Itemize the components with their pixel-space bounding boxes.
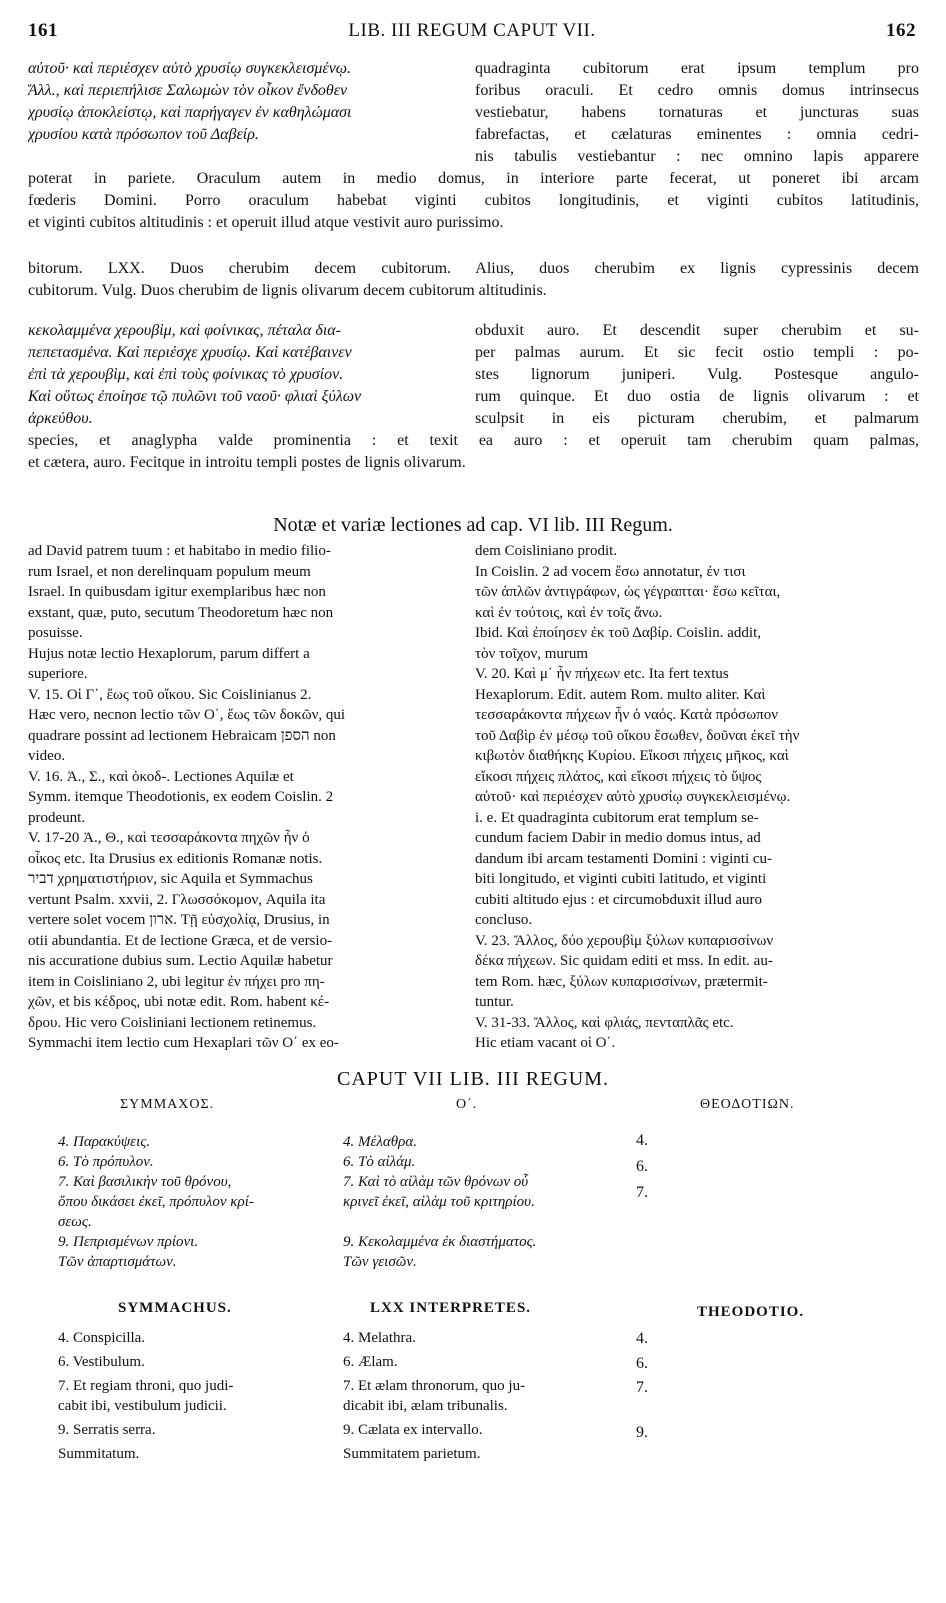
synopsis-line: Τῶν ἀπαρτισμάτων. <box>58 1254 177 1270</box>
verse-23-text <box>28 258 919 302</box>
note-line: δέκα πήχεων. Sic quidam editi et mss. In edit. au- <box>475 953 773 969</box>
note-line: εἴκοσι πήχεις πλάτος, καὶ εἴκοσι πήχεις τὸ ὕψος <box>475 768 762 785</box>
synopsis-line: 7. Et ælam thronorum, quo ju- <box>343 1378 526 1394</box>
note-line: tem Rom. hæc, ξύλων κυπαρισσίνων, prætermit- <box>475 973 768 990</box>
synopsis-line: Summitatem parietum. <box>343 1446 481 1462</box>
note-line: concluso. <box>475 912 533 928</box>
header-symmachus-latin: SYMMACHUS. <box>118 1300 232 1316</box>
note-line: καὶ ἐν τούτοις, καὶ ἐν τοῖς ἄνω. <box>475 604 663 621</box>
notes-left-column <box>28 541 462 1054</box>
synopsis-line: 7. Καὶ τὸ αἰλὰμ τῶν θρόνων οὗ <box>343 1174 529 1190</box>
note-line: οἶκος etc. Ita Drusius ex editionis Romanæ notis. <box>28 850 323 867</box>
note-line: Hæc vero, necnon lectio τῶν Ο΄, ἕως τῶν δοκῶν, qui <box>28 707 346 723</box>
note-line: V. 23. Ἄλλος, δύο χερουβὶμ ξύλων κυπαρισσίνων <box>475 932 774 949</box>
note-line: τῶν ἁπλῶν ἀντιγράφων, ὡς γέγραπται· ἔσω κεῖται, <box>475 584 781 600</box>
top-latin-column <box>475 58 919 168</box>
synopsis-line: 6. Vestibulum. <box>58 1354 145 1370</box>
header-theodotion-greek: ΘΕΟΔΟΤΙΩΝ. <box>700 1097 795 1112</box>
theodotio-number: 9. <box>636 1424 648 1441</box>
page-number-left: 161 <box>28 20 58 41</box>
note-line: χῶν, et bis κέδρος, ubi notæ edit. Rom. habent κέ- <box>28 994 330 1010</box>
notes-title: Notæ et variæ lectiones ad cap. VI lib. III Regum. <box>273 514 673 536</box>
text-line: nis tabulis vestiebantur : nec omnino lapis apparere <box>475 148 919 165</box>
note-line: In Coislin. 2 ad vocem ἔσω annotatur, ἐν τισι <box>475 563 746 580</box>
note-line: Hic etiam vacant οἱ Ο΄. <box>475 1035 616 1051</box>
middle-greek-column <box>28 320 468 430</box>
synopsis-line: 4. Conspicilla. <box>58 1330 146 1346</box>
note-line: V. 20. Καὶ μ΄ ἦν πήχεων etc. Ita fert textus <box>475 666 729 682</box>
note-line: Symmachi item lectio cum Hexaplari τῶν Ο΄ ex eo- <box>28 1035 339 1051</box>
note-line: τὸν τοῖχον, murum <box>475 645 589 662</box>
note-line: exstant, quæ, puto, secutum Theodoretum hæc non <box>28 604 334 621</box>
middle-full-text <box>28 430 919 474</box>
header-theodotio-latin: THEODOTIO. <box>697 1304 805 1320</box>
note-line: דביר χρηματιστήριον, sic Aquila et Symmachus <box>28 871 313 887</box>
note-line: δρου. Hic vero Coisliniani lectionem retinemus. <box>28 1014 317 1031</box>
theodotion-number: 4. <box>636 1132 648 1149</box>
synopsis-line: 4. Μέλαθρα. <box>343 1134 417 1150</box>
text-line: πεπετασμένα. Καὶ περιέσχε χρυσίῳ. Καὶ κατέβαινεν <box>28 344 352 361</box>
theodotio-number: 7. <box>636 1379 648 1396</box>
theodotion-number: 6. <box>636 1158 648 1175</box>
text-line: fœderis Domini. Porro oraculum habebat viginti cubitos longitudinis, et viginti cubitos latitudinis, <box>28 192 919 209</box>
synopsis-line: Summitatum. <box>58 1446 140 1462</box>
synopsis-line: 4. Παρακύψεις. <box>58 1134 151 1150</box>
theodotio-number: 6. <box>636 1355 648 1372</box>
note-line: V. 17-20 Ἀ., Θ., καὶ τεσσαράκοντα πηχῶν ἦν ὁ <box>28 830 310 846</box>
synopsis-line: 9. Cælata ex intervallo. <box>343 1422 483 1438</box>
note-line: rum Israel, et non derelinquam populum meum <box>28 563 311 580</box>
symmachus-greek-column <box>58 1132 328 1272</box>
lxx-latin-column <box>343 1328 618 1464</box>
text-line: species, et anaglypha valde prominentia : et texit ea auro : et operuit tam cherubim quam palmas, <box>28 432 919 449</box>
text-line: cubitorum. Vulg. Duos cherubim de lignis olivarum decem cubitorum altitudinis. <box>28 282 547 299</box>
notes-right-column <box>475 541 919 1054</box>
note-line: video. <box>28 748 66 764</box>
note-line: quadrare possint ad lectionem Hebraicam הספן non <box>28 727 336 744</box>
synopsis-line: 9. Πεπρισμένων πρίονι. <box>58 1234 199 1250</box>
note-line: ad David patrem tuum : et habitabo in medio filio- <box>28 543 331 559</box>
running-header <box>28 20 916 46</box>
note-line: tuntur. <box>475 994 514 1010</box>
synopsis-line: 6. Ælam. <box>343 1354 398 1370</box>
synopsis-line: dicabit ibi, ælam tribunalis. <box>343 1398 508 1414</box>
note-line: prodeunt. <box>28 809 86 826</box>
text-line: ἐπὶ τὰ χερουβὶμ, καὶ ἐπὶ τοὺς φοίνικας τὸ χρυσίον. <box>28 366 344 383</box>
theodotio-number: 4. <box>636 1330 648 1347</box>
text-line: obduxit auro. Et descendit super cherubim et su- <box>475 322 919 339</box>
text-line: fabrefactas, et cælaturas eminentes : omnia cedri- <box>475 126 919 143</box>
text-line: quadraginta cubitorum erat ipsum templum pro <box>475 60 919 77</box>
text-line: ἀρκεύθου. <box>28 410 93 427</box>
note-line: biti longitudo, et viginti cubiti latitudo, et viginti <box>475 871 767 887</box>
text-line: κεκολαμμένα χερουβὶμ, καὶ φοίνικας, πέταλα δια- <box>28 322 341 339</box>
note-line: dem Coisliniano prodit. <box>475 543 618 559</box>
header-lxx-latin: LXX INTERPRETES. <box>370 1300 532 1316</box>
synopsis-line: 4. Melathra. <box>343 1330 416 1346</box>
text-line: rum quinque. Et duo ostia de lignis olivarum : et <box>475 388 919 405</box>
theodotion-number: 7. <box>636 1184 648 1201</box>
note-line: αὐτοῦ· καὶ περιέσχεν αὐτὸ χρυσίῳ συγκεκλεισμένῳ. <box>475 789 791 805</box>
note-line: otii abundantia. Et de lectione Græca, et de versio- <box>28 932 333 949</box>
note-line: cubiti altitudo ejus : et circumobduxit illud auro <box>475 891 763 908</box>
page-number-right: 162 <box>886 20 916 41</box>
text-line: poterat in pariete. Oraculum autem in medio domus, in interiore parte fecerat, ut poneret ibi arcam <box>28 170 919 187</box>
note-line: V. 31-33. Ἄλλος, καὶ φλιάς, πενταπλᾶς etc. <box>475 1014 734 1031</box>
note-line: Hujus notæ lectio Hexaplorum, parum differt a <box>28 645 310 662</box>
text-line: foribus oraculi. Et cedro omnis domus intrinsecus <box>475 82 919 99</box>
synopsis-line: κρινεῖ ἐκεῖ, αἰλὰμ τοῦ κριτηρίου. <box>343 1194 535 1210</box>
top-full-text <box>28 168 919 234</box>
note-line: Israel. In quibusdam igitur exemplaribus hæc non <box>28 584 326 600</box>
lxx-greek-column <box>343 1132 613 1272</box>
note-line: nis accuratione dubius sum. Lectio Aquilæ habetur <box>28 953 333 969</box>
header-lxx-greek: Ο΄. <box>456 1097 478 1112</box>
note-line: item in Coisliniano 2, ubi legitur ἐν πήχει pro πη- <box>28 973 325 990</box>
synopsis-line: 6. Τὸ πρόπυλον. <box>58 1154 154 1170</box>
note-line: dandum ibi arcam testamenti Domini : viginti cu- <box>475 850 773 867</box>
middle-latin-column <box>475 320 919 430</box>
note-line: Hexaplorum. Edit. autem Rom. multo aliter. Καὶ <box>475 686 766 703</box>
note-line: V. 16. Ἀ., Σ., καὶ ὀκοδ-. Lectiones Aquilæ et <box>28 768 294 785</box>
text-line: stes lignorum juniperi. Vulg. Postesque angulo- <box>475 366 919 383</box>
text-line: χρυσίῳ ἀποκλείστῳ, καὶ παρήγαγεν ἐν καθηλώμασι <box>28 104 352 121</box>
synopsis-line: Τῶν γεισῶν. <box>343 1254 417 1270</box>
note-line: vertere solet vocem ארון. Τῇ εὐσχολίᾳ, Drusius, in <box>28 912 330 928</box>
top-greek-column <box>28 58 468 146</box>
text-line: Καὶ οὕτως ἐποίησε τῷ πυλῶνι τοῦ ναοῦ· φλιαὶ ξύλων <box>28 388 362 405</box>
running-title: LIB. III REGUM CAPUT VII. <box>348 20 596 41</box>
caput-title: CAPUT VII LIB. III REGUM. <box>336 1068 610 1090</box>
text-line: bitorum. LXX. Duos cherubim decem cubitorum. Alius, duos cherubim ex lignis cypressinis decem <box>28 260 919 277</box>
note-line: κιβωτὸν διαθήκης Κυρίου. Εἴκοσι πήχεις μῆκος, καὶ <box>475 748 789 764</box>
text-line: χρυσίου κατὰ πρόσωπον τοῦ Δαβείρ. <box>28 126 259 143</box>
text-line: αὐτοῦ· καὶ περιέσχεν αὐτὸ χρυσίῳ συγκεκλεισμένῳ. <box>28 60 352 77</box>
note-line: τοῦ Δαβὶρ ἐν μέσῳ τοῦ οἴκου ἔσωθεν, δοῦναι ἐκεῖ τὴν <box>475 727 800 744</box>
synopsis-line: 7. Et regiam throni, quo judi- <box>58 1378 234 1394</box>
synopsis-line: 9. Serratis serra. <box>58 1422 156 1438</box>
text-line: et viginti cubitos altitudinis : et operuit illud atque vestivit auro purissimo. <box>28 214 504 231</box>
text-line: per palmas aurum. Et sic fecit ostio templi : po- <box>475 344 919 361</box>
synopsis-line <box>343 1212 613 1232</box>
text-line: sculpsit in eis picturam cherubim, et palmarum <box>475 410 919 427</box>
synopsis-line: 9. Κεκολαμμένα ἐκ διαστήματος. <box>343 1234 537 1250</box>
synopsis-line: 7. Καὶ βασιλικὴν τοῦ θρόνου, <box>58 1174 232 1190</box>
note-line: vertunt Psalm. xxvii, 2. Γλωσσόκομον, Aquila ita <box>28 891 326 908</box>
synopsis-line: ὅπου δικάσει ἐκεῖ, πρόπυλον κρί- <box>58 1194 254 1210</box>
note-line: i. e. Et quadraginta cubitorum erat templum se- <box>475 809 759 826</box>
text-line: vestiebatur, habens tornaturas et juncturas suas <box>475 104 919 121</box>
note-line: Ibid. Καὶ ἐποίησεν ἐκ τοῦ Δαβίρ. Coislin. addit, <box>475 625 761 641</box>
header-symmachus-greek: ΣΥΜΜΑΧΟΣ. <box>120 1097 215 1112</box>
text-line: Ἄλλ., καὶ περιεπήλισε Σαλωμὼν τὸν οἶκον ἔνδοθεν <box>28 82 348 99</box>
note-line: cundum faciem Dabir in medio domus intus, ad <box>475 830 761 846</box>
note-line: posuisse. <box>28 625 83 641</box>
note-line: V. 15. Οἱ Γ΄, ἕως τοῦ οἴκου. Sic Coislinianus 2. <box>28 686 312 703</box>
synopsis-line: 6. Τὸ αἰλάμ. <box>343 1154 416 1170</box>
text-line: et cætera, auro. Fecitque in introitu templi postes de lignis olivarum. <box>28 454 466 471</box>
synopsis-line: cabit ibi, vestibulum judicii. <box>58 1398 227 1414</box>
note-line: Symm. itemque Theodotionis, ex eodem Coislin. 2 <box>28 789 334 805</box>
symmachus-latin-column <box>58 1328 328 1464</box>
note-line: τεσσαράκοντα πήχεων ἦν ὁ ναός. Κατὰ πρόσωπον <box>475 707 778 723</box>
note-line: superiore. <box>28 666 88 682</box>
synopsis-line: σεως. <box>58 1214 92 1230</box>
